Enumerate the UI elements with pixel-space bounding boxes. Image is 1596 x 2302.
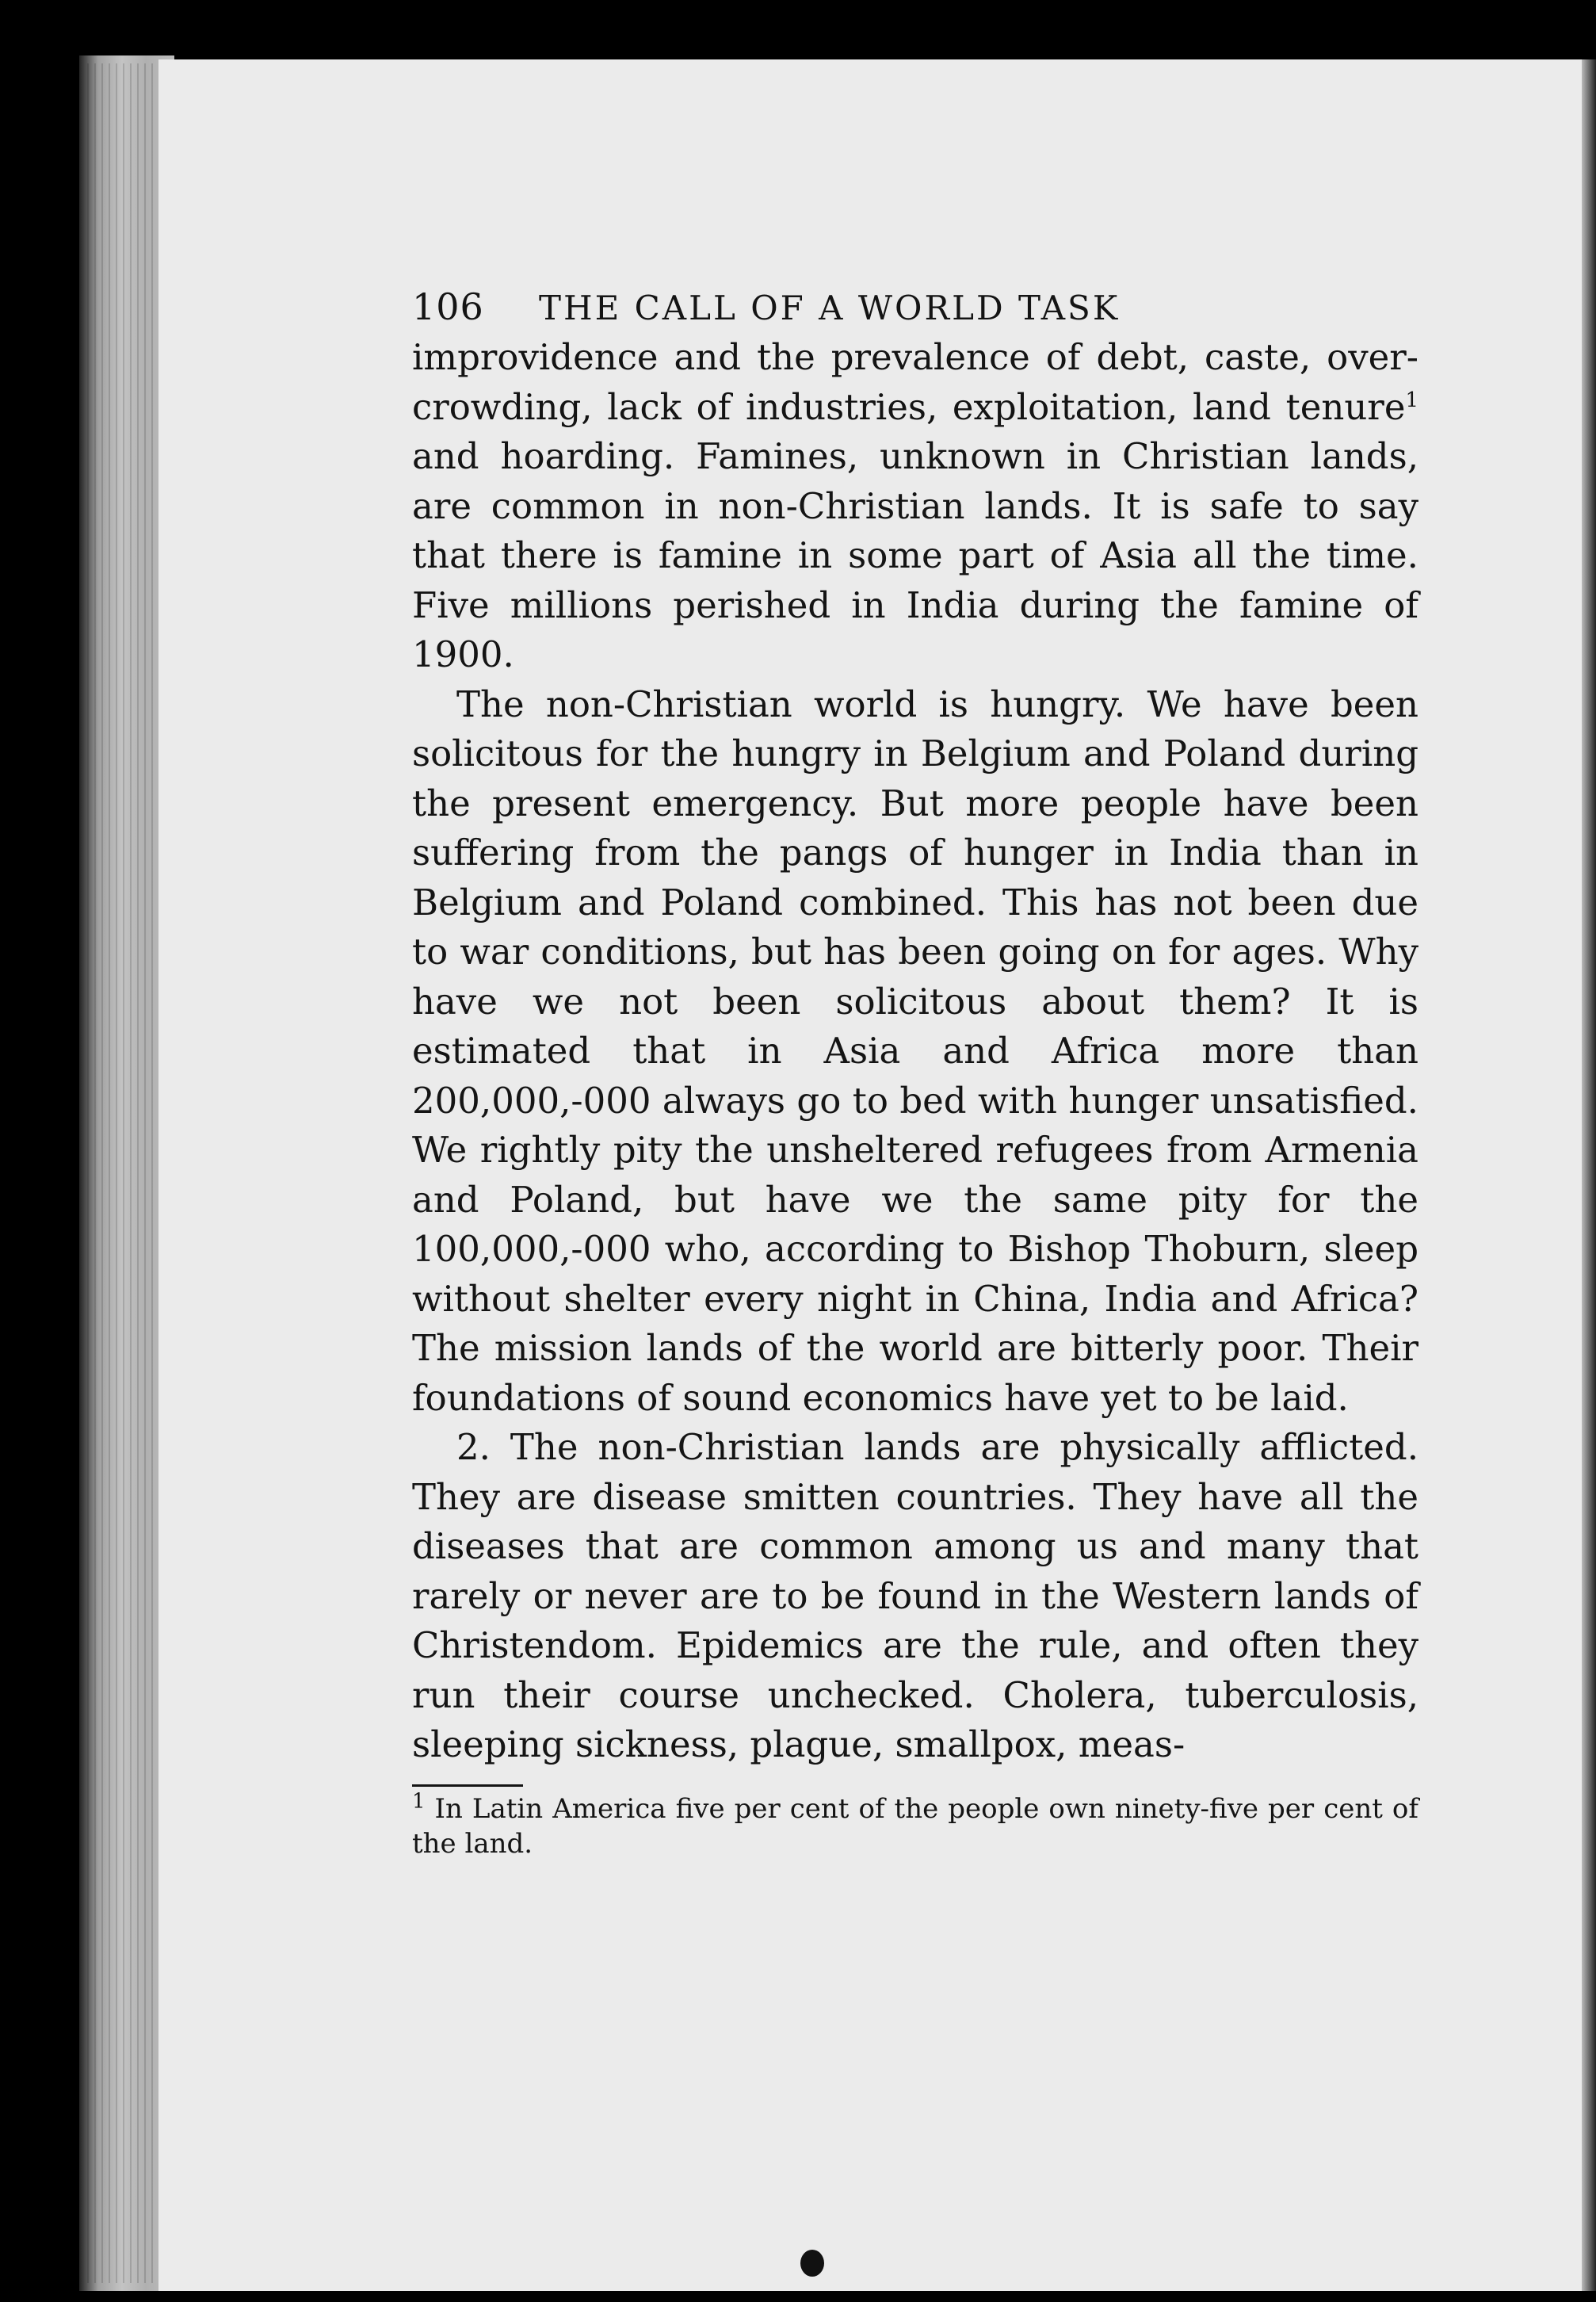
page-right-edge <box>1582 59 1596 2291</box>
footnote <box>412 1789 1418 1861</box>
footnote-marker: 1 <box>412 1789 426 1814</box>
footnote-reference: 1 <box>1405 388 1418 412</box>
footnote-body: In Latin America five per cent of the people own ninety-five per cent of the land. <box>412 1792 1418 1860</box>
book-spine-texture <box>87 63 166 2283</box>
footnote-text <box>412 1789 1418 1861</box>
page-number: 106 <box>412 285 484 328</box>
body-text <box>412 333 1418 1770</box>
paragraph-1-text-a: improvidence and the prevalence of debt, caste, over-crowding, lack of industries, exploitation, land tenure <box>412 336 1418 428</box>
footnote-divider <box>412 1784 523 1787</box>
paragraph-3: 2. The non-Christian lands are physically afflicted. They are disease smitten countries. They have all the diseases that are common among us and many that rarely or never are to be found in the Western lands of Christendom. Epidemics are the rule, and often they run their course unchecked. Cholera, tuberculosis, sleeping sickness, plague, smallpox, meas- <box>412 1426 1418 1765</box>
running-title: THE CALL OF A WORLD TASK <box>539 289 1121 327</box>
paragraph-1 <box>412 333 1418 680</box>
page-content <box>412 285 1418 1861</box>
paragraph-1-text-b: and hoarding. Famines, unknown in Christian lands, are common in non-Christian lands. It is safe to say that there is famine in some part of Asia all the time. Five millions perished in India during the famine of 1900. <box>412 435 1418 675</box>
scan-blemish <box>800 2250 824 2277</box>
paragraph-2: The non-Christian world is hungry. We have been solicitous for the hungry in Belgium and Poland during the present emergency. But more people have been suffering from the pangs of hunger in India than in Belgium and Poland combined. This has not been due to war conditions, but has been going on for ages. Why have we not been solicitous about them? It is estimated that in Asia and Africa more than 200,000,-000 always go to bed with hunger unsatisfied. We rightly pity the unsheltered refugees from Armenia and Poland, but have we the same pity for the 100,000,-000 who, according to Bishop Thoburn, sleep without shelter every night in China, India and Africa? The mission lands of the world are bitterly poor. Their foundations of sound economics have yet to be laid. <box>412 683 1418 1419</box>
running-head <box>412 285 1418 328</box>
